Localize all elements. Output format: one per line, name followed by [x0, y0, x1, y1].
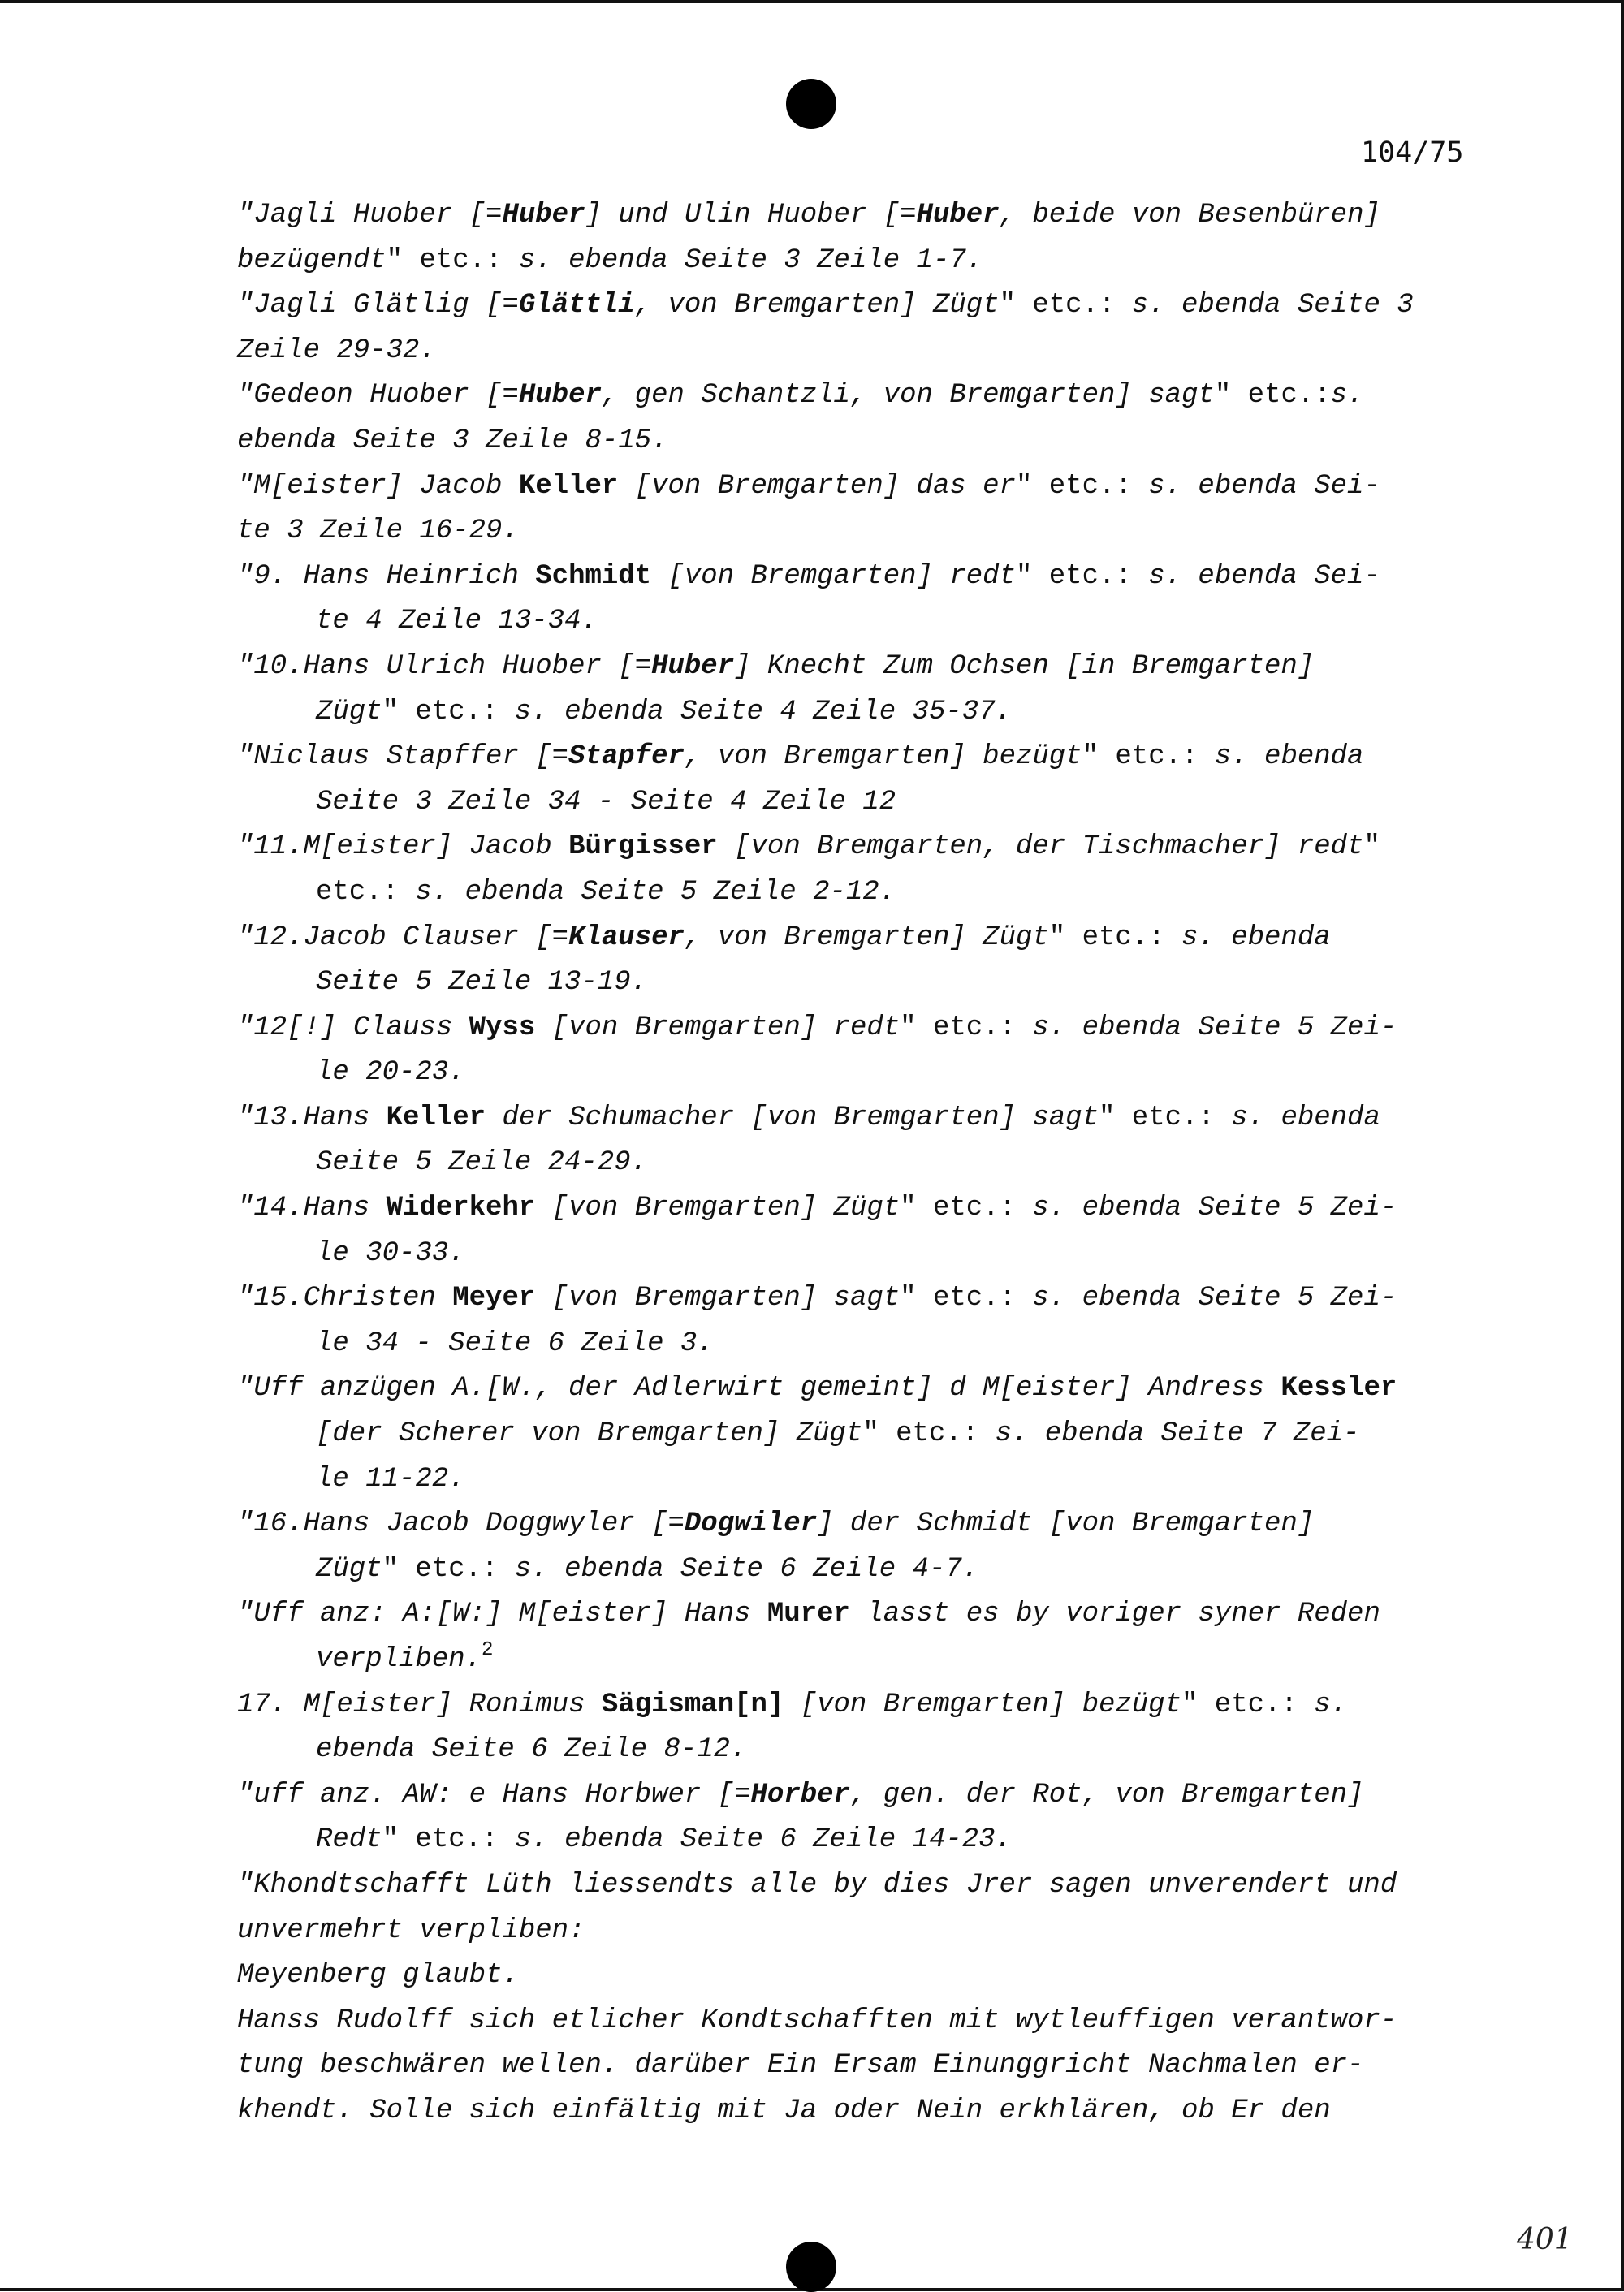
text-segment: Zügt [316, 1553, 382, 1585]
text-line [237, 373, 1488, 419]
text-segment: "Jagli Glätlig [= [237, 290, 519, 322]
text-segment: " etc.: [900, 1012, 1033, 1043]
text-segment: [von Bremgarten] redt [535, 1012, 901, 1043]
text-segment: "13.Hans [237, 1102, 387, 1133]
text-segment: s. ebenda Seite 3 [1131, 290, 1414, 322]
text-segment: , von Bremgarten] bezügt [684, 741, 1082, 773]
surname-emphasis: Murer [767, 1599, 850, 1630]
surname-emphasis: Dogwiler [684, 1509, 818, 1540]
text-segment: "Uff anzügen A.[W., der Adlerwirt gemeint] d M[eister] Andress [237, 1373, 1281, 1405]
text-segment: Seite 3 Zeile 34 - Seite 4 Zeile 12 [316, 786, 896, 818]
text-line [237, 1683, 1488, 1729]
text-segment: s. [1330, 380, 1364, 412]
text-segment: te 4 Zeile 13-34. [316, 606, 598, 637]
text-segment: "16.Hans Jacob Doggwyler [= [237, 1509, 685, 1540]
text-segment: khendt. Solle sich einfältig mit Ja oder Nein erkhlären, ob Er den [237, 2095, 1331, 2126]
punch-hole-bottom [786, 2242, 836, 2292]
scan-edge-right [1621, 0, 1624, 2291]
text-segment: [von Bremgarten] das er [618, 470, 1016, 502]
page-number: 104/75 [1361, 136, 1464, 169]
text-segment: 17. M[eister] Ronimus [237, 1689, 602, 1720]
text-segment: " etc.: [900, 1193, 1033, 1224]
text-segment: verpliben. [316, 1644, 482, 1675]
text-segment: le 20-23. [316, 1057, 465, 1089]
text-segment: Zeile 29-32. [237, 335, 436, 366]
text-segment: [von Bremgarten] bezügt [784, 1689, 1181, 1720]
text-segment: Seite 5 Zeile 13-19. [316, 967, 648, 999]
text-segment: bezügendt [237, 244, 387, 276]
text-line [237, 1909, 1488, 1954]
punch-hole-top [786, 79, 836, 129]
text-line [237, 1953, 1488, 1999]
text-segment: [der Scherer von Bremgarten] Zügt [316, 1418, 863, 1450]
text-line [237, 1547, 1488, 1593]
text-segment: " etc.: [382, 1824, 515, 1856]
text-line [237, 1728, 1488, 1773]
text-segment: s. ebenda [1214, 741, 1364, 773]
text-line [237, 645, 1488, 690]
surname-emphasis: Horber [750, 1779, 850, 1811]
text-segment: " etc.: [386, 244, 519, 276]
surname-emphasis: Widerkehr [386, 1193, 536, 1224]
text-segment: Redt [316, 1824, 382, 1856]
text-line [237, 960, 1488, 1006]
text-line [237, 555, 1488, 600]
text-line [237, 1051, 1488, 1096]
text-segment: [von Bremgarten] Zügt [535, 1193, 901, 1224]
text-segment: "Niclaus Stapffer [= [237, 741, 569, 773]
text-line [237, 1276, 1488, 1322]
text-line [237, 239, 1488, 284]
transcription-text [237, 193, 1488, 2134]
text-segment: der Schumacher [von Bremgarten] sagt [486, 1102, 1099, 1133]
text-segment: "10.Hans Ulrich Huober [= [237, 650, 652, 682]
text-segment: Meyenberg glaubt. [237, 1960, 519, 1992]
text-segment: " etc.: [382, 1553, 515, 1585]
text-segment: " etc.: [999, 290, 1132, 322]
text-segment: " etc.: [1015, 470, 1149, 502]
text-segment: "Uff anz: A:[W:] M[eister] Hans [237, 1599, 767, 1630]
text-segment: " etc.: [1099, 1102, 1232, 1133]
text-segment: [von Bremgarten, der Tischmacher] redt [717, 831, 1364, 863]
text-segment: le 11-22. [316, 1463, 465, 1495]
text-line [237, 509, 1488, 555]
text-line [237, 1232, 1488, 1277]
text-segment: " etc.: [1048, 922, 1182, 953]
text-segment: s. ebenda Seite 6 Zeile 4-7. [514, 1553, 979, 1585]
text-segment: tung beschwären wellen. darüber Ein Ersam Einunggricht Nachmalen er- [237, 2050, 1364, 2082]
text-segment: " etc.: [1181, 1689, 1315, 1720]
text-line [237, 916, 1488, 961]
text-segment: " etc.: [900, 1283, 1033, 1314]
text-line [237, 1141, 1488, 1186]
text-line [237, 1818, 1488, 1863]
text-segment: , gen Schantzli, von Bremgarten] sagt [601, 380, 1215, 412]
text-segment: ] und Ulin Huober [= [585, 200, 917, 231]
text-segment: s. ebenda Seite 6 Zeile 14-23. [514, 1824, 1012, 1856]
scan-edge-top [0, 0, 1624, 3]
text-segment: s. [1314, 1689, 1348, 1720]
text-segment: s. ebenda Seite 3 Zeile 1-7. [518, 244, 983, 276]
footnote-marker: 2 [482, 1639, 494, 1661]
surname-emphasis: Bürgisser [568, 831, 718, 863]
folio-mark: 401 [1517, 2223, 1573, 2256]
text-line [237, 419, 1488, 464]
text-line [237, 825, 1488, 870]
text-segment: s. ebenda Seite 5 Zei- [1032, 1283, 1397, 1314]
text-segment: le 30-33. [316, 1237, 465, 1269]
surname-emphasis: Huber [651, 650, 735, 682]
text-segment: , von Bremgarten] Zügt [684, 922, 1049, 953]
surname-emphasis: Meyer [452, 1283, 536, 1314]
text-segment: Zügt [316, 696, 382, 727]
text-segment: unvermehrt verpliben: [237, 1914, 585, 1946]
surname-emphasis: Schmidt [535, 560, 652, 592]
text-segment: etc.: [316, 876, 416, 908]
text-line [237, 1773, 1488, 1819]
text-line [237, 1863, 1488, 1909]
text-segment: ebenda Seite 6 Zeile 8-12. [316, 1734, 747, 1766]
text-line [237, 1096, 1488, 1142]
text-segment: s. ebenda Seite 7 Zei- [995, 1418, 1360, 1450]
text-segment: "9. Hans Heinrich [237, 560, 536, 592]
surname-emphasis: Huber [518, 380, 602, 412]
text-segment: "14.Hans [237, 1193, 387, 1224]
text-segment: s. ebenda [1231, 1102, 1380, 1133]
text-segment: ] der Schmidt [von Bremgarten] [817, 1509, 1315, 1540]
text-line [237, 1006, 1488, 1051]
text-line [237, 1999, 1488, 2044]
text-line [237, 1592, 1488, 1638]
text-segment: s. ebenda Sei- [1148, 560, 1380, 592]
surname-emphasis: Huber [502, 200, 585, 231]
text-line [237, 1412, 1488, 1457]
text-line [237, 2089, 1488, 2134]
surname-emphasis: Kessler [1281, 1373, 1397, 1405]
surname-emphasis: Wyss [469, 1012, 536, 1043]
surname-emphasis: Keller [518, 470, 619, 502]
surname-emphasis: Klauser [568, 922, 685, 953]
text-segment: "Jagli Huober [= [237, 200, 503, 231]
surname-emphasis: Huber [916, 200, 1000, 231]
text-segment: , beide von Besenbüren] [999, 200, 1380, 231]
text-segment: le 34 - Seite 6 Zeile 3. [316, 1327, 714, 1359]
text-segment: "M[eister] Jacob [237, 470, 519, 502]
surname-emphasis: Sägisman[n] [601, 1689, 784, 1720]
text-line [237, 735, 1488, 780]
text-segment: "uff anz. AW: e Hans Horbwer [= [237, 1779, 751, 1811]
text-segment: s. ebenda Seite 5 Zei- [1032, 1012, 1397, 1043]
text-segment: s. ebenda Seite 5 Zeile 2-12. [415, 876, 896, 908]
text-segment: , gen. der Rot, von Bremgarten] [849, 1779, 1364, 1811]
text-line [237, 193, 1488, 239]
text-segment: "12[!] Clauss [237, 1012, 469, 1043]
text-segment: s. ebenda Seite 4 Zeile 35-37. [514, 696, 1012, 727]
text-line [237, 1638, 1488, 1683]
text-segment: s. ebenda [1181, 922, 1331, 953]
text-line [237, 1366, 1488, 1412]
text-line [237, 1322, 1488, 1367]
text-segment: " etc.: [382, 696, 515, 727]
text-segment: " etc.: [1214, 380, 1331, 412]
surname-emphasis: Keller [386, 1102, 486, 1133]
text-segment: [von Bremgarten] sagt [535, 1283, 901, 1314]
text-segment: Seite 5 Zeile 24-29. [316, 1147, 648, 1179]
text-segment: "11.M[eister] Jacob [237, 831, 569, 863]
text-segment: "12.Jacob Clauser [= [237, 922, 569, 953]
text-segment: " [1363, 831, 1380, 863]
text-segment: te 3 Zeile 16-29. [237, 516, 519, 547]
text-line [237, 2044, 1488, 2089]
surname-emphasis: Stapfer [568, 741, 685, 773]
text-segment: Hanss Rudolff sich etlicher Kondtschafften mit wytleuffigen verantwor- [237, 2005, 1397, 2036]
text-segment: " etc.: [1015, 560, 1149, 592]
text-segment: ebenda Seite 3 Zeile 8-15. [237, 425, 668, 456]
text-segment: "15.Christen [237, 1283, 453, 1314]
text-segment: "Gedeon Huober [= [237, 380, 519, 412]
text-segment: ] Knecht Zum Ochsen [in Bremgarten] [734, 650, 1315, 682]
text-line [237, 283, 1488, 329]
text-segment: [von Bremgarten] redt [651, 560, 1016, 592]
text-segment: "Khondtschafft Lüth liessendts alle by dies Jrer sagen unverendert und [237, 1869, 1397, 1901]
text-line [237, 599, 1488, 645]
text-segment: s. ebenda Seite 5 Zei- [1032, 1193, 1397, 1224]
surname-emphasis: Glättli [518, 290, 635, 322]
text-line [237, 329, 1488, 374]
text-line [237, 1186, 1488, 1232]
text-segment: , von Bremgarten] Zügt [634, 290, 1000, 322]
text-line [237, 780, 1488, 826]
text-segment: " etc.: [862, 1418, 996, 1450]
text-line [237, 690, 1488, 736]
text-line [237, 1502, 1488, 1547]
text-segment: " etc.: [1082, 741, 1215, 773]
text-line [237, 464, 1488, 510]
text-line [237, 870, 1488, 916]
text-segment: lasst es by voriger syner Reden [849, 1599, 1380, 1630]
text-line [237, 1457, 1488, 1503]
text-segment: s. ebenda Sei- [1148, 470, 1380, 502]
